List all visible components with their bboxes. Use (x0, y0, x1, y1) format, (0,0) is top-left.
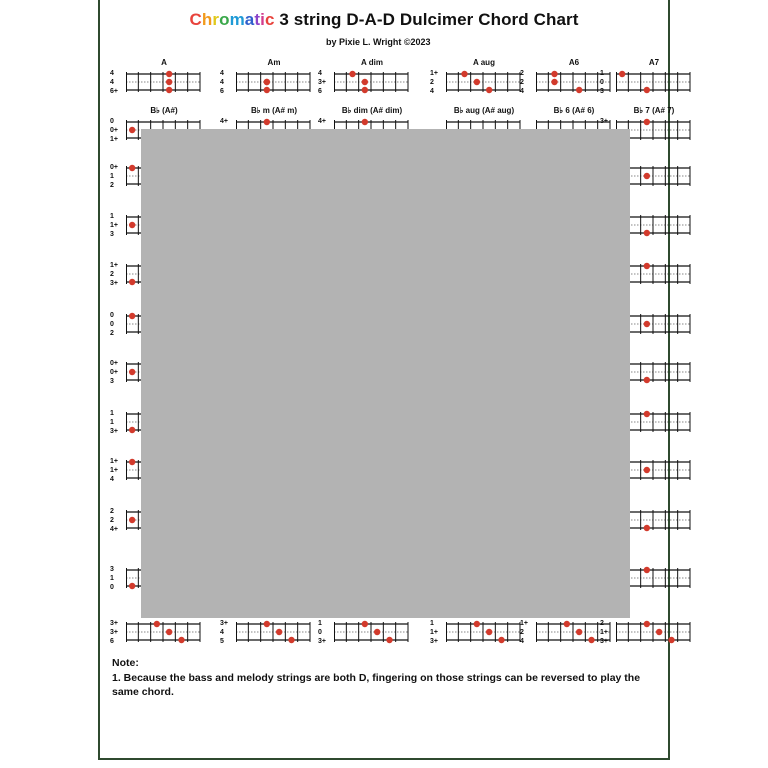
finger-dot (129, 369, 135, 375)
title-letter: o (219, 10, 230, 29)
chord-name: B♭ (A#) (150, 106, 178, 115)
finger-dot (644, 621, 650, 627)
title-letter: c (264, 10, 275, 29)
finger-dot (668, 637, 674, 643)
fret-numbers: 1 1+ 3+ (430, 620, 438, 645)
finger-dot (656, 629, 662, 635)
finger-dot (486, 87, 492, 93)
finger-dot (576, 629, 582, 635)
finger-dot (129, 127, 135, 133)
finger-dot (129, 165, 135, 171)
chord-name: A aug (473, 58, 495, 67)
notes-line-1: 1. Because the bass and melody strings are both D, fingering on those strings can be reversed to play the same chord. (112, 672, 641, 698)
finger-dot (264, 79, 270, 85)
fret-numbers: 0 0+ 1+ (110, 118, 118, 143)
finger-dot (264, 87, 270, 93)
finger-dot (564, 621, 570, 627)
fret-numbers: 3+ (600, 118, 608, 125)
finger-dot (551, 71, 557, 77)
finger-dot (374, 629, 380, 635)
chord-diagram (220, 58, 316, 98)
finger-dot (386, 637, 392, 643)
fret-numbers: 3+ 4 5 (220, 620, 228, 645)
finger-dot (644, 411, 650, 417)
finger-dot (154, 621, 160, 627)
gray-overlay-box (141, 129, 630, 618)
title-letter: m (229, 10, 245, 29)
title-letter: h (201, 10, 213, 29)
finger-dot (129, 427, 135, 433)
page-title (0, 10, 768, 30)
finger-dot (644, 377, 650, 383)
fretboard-diagram (616, 620, 694, 648)
fretboard-diagram (126, 70, 204, 98)
fretboard-diagram (334, 620, 412, 648)
finger-dot (644, 119, 650, 125)
fretboard-diagram (236, 70, 314, 98)
finger-dot (264, 621, 270, 627)
fretboard-diagram (446, 620, 524, 648)
finger-dot (276, 629, 282, 635)
fret-numbers: 2 2 4+ (110, 508, 118, 533)
chord-name: B♭ dim (A# dim) (341, 106, 403, 115)
fret-numbers: 2 2 4 (520, 70, 524, 95)
title-letter: t (254, 10, 261, 29)
notes-heading: Note: (112, 657, 139, 669)
finger-dot (264, 119, 270, 125)
finger-dot (166, 71, 172, 77)
finger-dot (166, 79, 172, 85)
fret-numbers: 1+ 1+ 4 (110, 458, 118, 483)
finger-dot (644, 525, 650, 531)
chord-diagram (600, 58, 696, 98)
fret-numbers: 4+ (318, 118, 326, 125)
chord-name: A7 (648, 58, 660, 67)
finger-dot (349, 71, 355, 77)
fret-numbers: 1+ 2 3+ (110, 262, 118, 287)
chord-name: B♭ m (A# m) (251, 106, 297, 115)
chord-diagram (110, 58, 206, 98)
fret-numbers: 0 0 2 (110, 312, 114, 337)
fret-numbers: 1 0 3+ (318, 620, 326, 645)
title-letter: C (189, 10, 202, 29)
fretboard-diagram (446, 70, 524, 98)
finger-dot (644, 321, 650, 327)
finger-dot (576, 87, 582, 93)
finger-dot (288, 637, 294, 643)
fret-numbers: 3+ 3+ 6 (110, 620, 118, 645)
finger-dot (644, 567, 650, 573)
title-lead-word (190, 10, 275, 29)
chord-name: A6 (568, 58, 580, 67)
chord-diagram (318, 58, 414, 98)
finger-dot (129, 459, 135, 465)
finger-dot (178, 637, 184, 643)
chord-name: A dim (361, 58, 383, 67)
finger-dot (619, 71, 625, 77)
finger-dot (644, 173, 650, 179)
finger-dot (129, 313, 135, 319)
finger-dot (166, 629, 172, 635)
fret-numbers: 1+ 2 4 (520, 620, 528, 645)
chord-name: Am (267, 58, 281, 67)
byline: by Pixie L. Wright ©2023 (326, 37, 431, 47)
fretboard-diagram (616, 70, 694, 98)
finger-dot (129, 517, 135, 523)
finger-dot (474, 621, 480, 627)
fret-numbers: 1+ 2 4 (430, 70, 438, 95)
fret-numbers: 4 4 6 (220, 70, 224, 95)
title-letter: r (212, 10, 220, 29)
finger-dot (362, 621, 368, 627)
finger-dot (362, 87, 368, 93)
finger-dot (644, 87, 650, 93)
title-rest: 3 string D-A-D Dulcimer Chord Chart (274, 10, 579, 29)
finger-dot (588, 637, 594, 643)
finger-dot (461, 71, 467, 77)
finger-dot (551, 79, 557, 85)
finger-dot (129, 279, 135, 285)
fret-numbers: 1 1+ 3 (110, 213, 118, 238)
chord-name: B♭ 6 (A# 6) (553, 106, 595, 115)
finger-dot (129, 583, 135, 589)
finger-dot (362, 119, 368, 125)
fret-numbers: 0+ 1 2 (110, 164, 118, 189)
fret-numbers: 4 3+ 6 (318, 70, 326, 95)
fret-numbers: 1 0 3 (600, 70, 604, 95)
fret-numbers: 1 1 3+ (110, 410, 118, 435)
chord-name: B♭ 7 (A# 7) (633, 106, 675, 115)
finger-dot (644, 230, 650, 236)
title-letter: i (260, 10, 265, 29)
chord-name: B♭ aug (A# aug) (453, 106, 515, 115)
chord-name: A (161, 58, 167, 67)
fret-numbers: 4+ (220, 118, 228, 125)
finger-dot (129, 222, 135, 228)
fretboard-diagram (236, 620, 314, 648)
finger-dot (362, 79, 368, 85)
finger-dot (644, 467, 650, 473)
chord-diagram (430, 58, 526, 98)
fret-numbers: 0+ 0+ 3 (110, 360, 118, 385)
finger-dot (644, 263, 650, 269)
fretboard-diagram (334, 70, 412, 98)
fretboard-diagram (126, 620, 204, 648)
finger-dot (474, 79, 480, 85)
finger-dot (498, 637, 504, 643)
notes-section (112, 656, 664, 699)
title-letter: a (244, 10, 255, 29)
finger-dot (166, 87, 172, 93)
fret-numbers: 3 1 0 (110, 566, 114, 591)
fret-numbers: 2 1+ 3+ (600, 620, 608, 645)
fret-numbers: 4 4 6+ (110, 70, 118, 95)
finger-dot (486, 629, 492, 635)
